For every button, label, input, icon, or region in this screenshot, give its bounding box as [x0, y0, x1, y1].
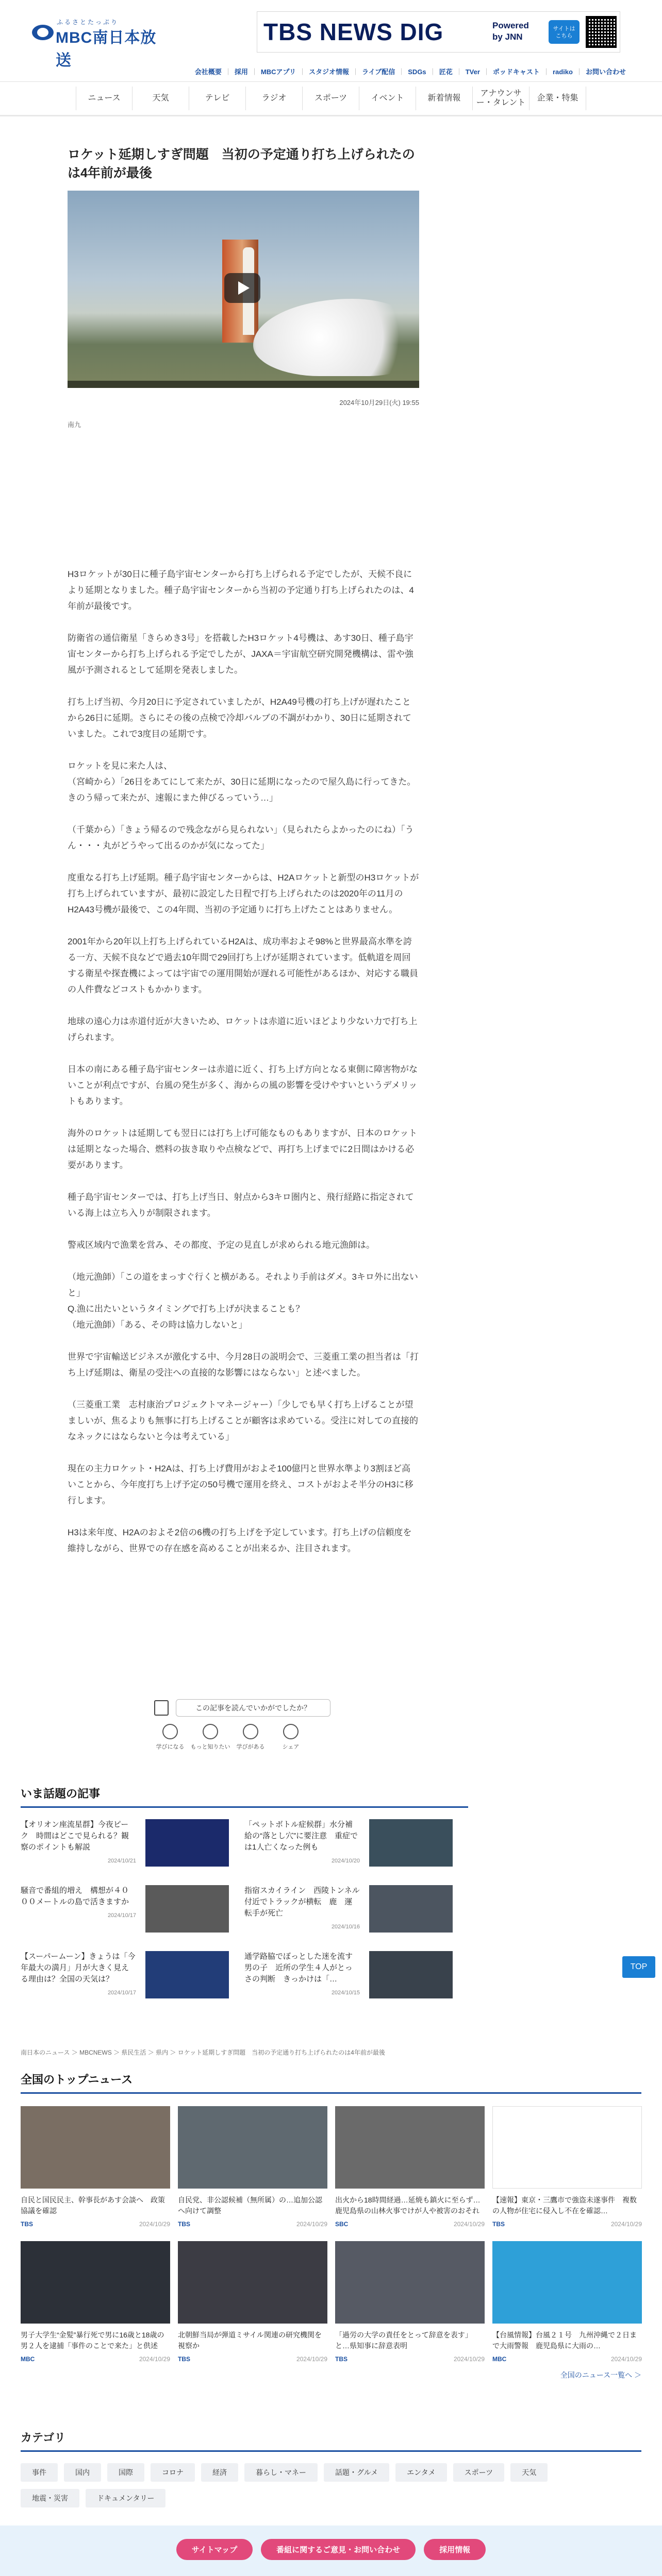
category-tag[interactable]: 天気 [510, 2463, 548, 2482]
news-source: TBS [335, 2355, 347, 2363]
news-source: TBS [178, 2221, 190, 2228]
reaction-button[interactable] [190, 1724, 230, 1751]
news-source: TBS [178, 2355, 190, 2363]
national-news-title: 【速報】東京・三鷹市で強盗未遂事件 複数の人物が住宅に侵入し不在を確認… [492, 2196, 637, 2215]
global-nav [0, 81, 662, 116]
news-date: 2024/10/29 [139, 2355, 170, 2363]
play-icon[interactable] [224, 273, 260, 303]
category-tag[interactable]: ドキュメンタリー [86, 2489, 166, 2507]
nav-tab[interactable]: スポーツ [303, 87, 359, 110]
category-tag[interactable]: スポーツ [453, 2463, 504, 2482]
category-section [21, 2429, 641, 2507]
utility-nav-link[interactable]: ｜ ライブ配信 [352, 66, 395, 76]
national-news-card[interactable] [335, 2106, 485, 2228]
category-tag[interactable]: 経済 [201, 2463, 238, 2482]
news-source: MBC [21, 2355, 35, 2363]
category-tag[interactable]: 話題・グルメ [324, 2463, 389, 2482]
trending-text [244, 1885, 364, 1937]
article-paragraph: （三菱重工業 志村康治プロジェクトマネージャー）「少しでも早く打ち上げることが望ましいが、焦るよりも無事に打ち上げることが顧客は求めている。受注に対しての直接的なネックにはならないと今は考えている」 [68, 1400, 418, 1442]
trending-thumbnail [369, 1951, 453, 1998]
utility-nav-link[interactable]: ｜ ポッドキャスト [483, 66, 540, 76]
utility-nav-link[interactable]: 会社概要 [194, 67, 222, 76]
article-paragraph: 2001年から20年以上打ち上げられているH2Aは、成功率およそ98%と世界最高水準を誇る一方、天候不良などで過去10年間で29回打ち上げが延期されています。低軌道を周回する衛星や探査機によっては宇宙での運用開始が遅れる可能性があるほか、対応する職員の人件費などコストもかかります。 [68, 937, 418, 994]
trending-text [21, 1819, 140, 1871]
trending-thumbnail [369, 1885, 453, 1933]
category-tag[interactable]: 事件 [21, 2463, 58, 2482]
article-paragraph: 現在の主力ロケット・H2Aは、打ち上げ費用がおよそ100億円と世界水準より3割ほど高いことから、今年度打ち上げ予定の50号機で運用を終え、コストがおよそ半分のH3に移行します。 [68, 1464, 413, 1505]
reaction-button[interactable] [150, 1724, 190, 1751]
reaction-button[interactable] [271, 1724, 311, 1751]
trending-date: 2024/10/16 [331, 1924, 360, 1930]
national-news-thumbnail [335, 2106, 485, 2189]
trending-title: 「ペットボトル症候群」水分補給の“落とし穴”に要注意 重症では1人亡くなった例も [244, 1820, 358, 1852]
national-news-card[interactable] [492, 2106, 642, 2228]
category-tag[interactable]: 地震・災害 [21, 2489, 79, 2507]
trending-thumbnail [145, 1885, 229, 1933]
utility-nav-link[interactable]: ｜ radiko [543, 66, 573, 76]
category-tag[interactable]: エンタメ [395, 2463, 446, 2482]
news-source: TBS [492, 2221, 505, 2228]
national-news-card[interactable] [178, 2241, 327, 2363]
nav-tab[interactable]: 企業・特集 [529, 87, 586, 110]
reaction-label: シェア [282, 1744, 300, 1750]
national-news-title: 自民と国民民主、幹事長があす会談へ 政策協議を確認 [21, 2196, 165, 2215]
reaction-button[interactable] [230, 1724, 271, 1751]
article-paragraph: H3ロケットが30日に種子島宇宙センターから打ち上げられる予定でしたが、天候不良により延期となりました。種子島宇宙センターから当初の予定通り打ち上げられたのは、4年前が最後です。 [68, 569, 414, 611]
national-news-title: 出火から18時間経過…延焼も鎮火に至らず…鹿児島県の山林火事でけが人や被害のおそれ [335, 2196, 481, 2215]
news-date: 2024/10/29 [453, 2221, 485, 2228]
trending-title: 通学路脇でぼっとした迷を流す男の子 近所の学生４人がとっさの判断 きっかけは「… [244, 1952, 353, 1984]
banner-cta[interactable]: サイトは こちら [549, 20, 580, 44]
trending-title: 【スーパームーン】きょうは「今年最大の満月」月が大きく見える理由は？全国の天気は？ [21, 1952, 136, 1984]
utility-nav-link[interactable]: ｜ スタジオ情報 [299, 66, 349, 76]
utility-nav-link[interactable]: ｜ 匠花 [429, 66, 453, 76]
trending-thumbnail [145, 1819, 229, 1867]
national-news-meta [492, 2221, 642, 2228]
utility-nav-link[interactable]: ｜ SDGs [398, 66, 426, 76]
nav-tab[interactable]: テレビ [189, 87, 246, 110]
national-news-thumbnail [335, 2241, 485, 2324]
national-news-card[interactable] [178, 2106, 327, 2228]
national-news-meta [21, 2221, 170, 2228]
nav-tab[interactable]: 新着情報 [416, 87, 473, 110]
footer-button[interactable]: 採用情報 [424, 2539, 486, 2560]
trending-title: 指宿スカイライン 西陵トンネル付近でトラックが横転 鹿 運転手が死亡 [244, 1886, 360, 1918]
reaction-question: この記事を読んでいかがでしたか？ [176, 1699, 330, 1717]
site-header [0, 0, 662, 69]
news-date: 2024/10/29 [610, 2221, 642, 2228]
national-news-meta [21, 2355, 170, 2363]
site-footer [0, 2526, 662, 2576]
article-video[interactable] [68, 191, 419, 388]
nav-tab[interactable]: アナウンサー・タレント [473, 87, 529, 110]
banner-powered: Powered by JNN [492, 21, 529, 42]
national-heading: 全国のトップニュース [21, 2071, 641, 2094]
reaction-panel [68, 1699, 419, 1756]
reaction-icon [162, 1724, 178, 1739]
logo-ruby: ふるさとたっぷり [57, 19, 119, 26]
article [68, 145, 419, 1572]
utility-nav-link[interactable]: ｜ 採用 [225, 66, 248, 76]
trending-item[interactable] [244, 1885, 468, 1937]
utility-nav-link[interactable]: ｜ お問い合わせ [576, 66, 626, 76]
national-news-card[interactable] [21, 2241, 170, 2363]
mbc-mark-icon [32, 25, 54, 40]
national-news-meta [335, 2355, 485, 2363]
article-paragraph: ロケットを見に来た人は、 （宮崎から）「26日をあてにして来たが、30日に延期になったので屋久島に行ってきた。きのう帰って来たが、速報にまた伸びるっていう…」 [68, 761, 416, 803]
article-date: 2024年10月29日(火) 19:55 [339, 399, 419, 406]
news-source: MBC [492, 2355, 507, 2363]
trending-title: 【オリオン座流星群】今夜ピーク 時間はどこで見られる？観察のポイントも解説 [21, 1820, 129, 1852]
national-news-title: 「過労の大学の責任をとって辞意を表す」と…県知事に辞意表明 [335, 2331, 472, 2350]
national-news-thumbnail [178, 2106, 327, 2189]
national-news-meta [492, 2355, 642, 2363]
category-tag[interactable]: コロナ [151, 2463, 195, 2482]
trending-item[interactable] [244, 1819, 468, 1871]
news-source: TBS [21, 2221, 33, 2228]
reaction-icon [203, 1724, 218, 1739]
utility-nav-link[interactable]: ｜ TVer [456, 66, 480, 76]
trending-section [21, 1785, 468, 2003]
qr-code-icon [586, 16, 617, 48]
national-more-link[interactable]: 全国のニュース一覧へ ＞ [560, 2371, 641, 2379]
trending-text [244, 1951, 364, 2003]
nav-tab[interactable]: 天気 [133, 87, 189, 110]
news-date: 2024/10/29 [296, 2355, 327, 2363]
nav-tab[interactable]: ラジオ [246, 87, 303, 110]
footer-button[interactable]: サイトマップ [176, 2539, 253, 2560]
national-news-card[interactable] [21, 2106, 170, 2228]
news-date: 2024/10/29 [453, 2355, 485, 2363]
news-date: 2024/10/29 [610, 2355, 642, 2363]
reaction-icon [243, 1724, 258, 1739]
category-tag[interactable]: 暮らし・マネー [244, 2463, 318, 2482]
tbs-news-dig-banner[interactable] [257, 11, 620, 53]
article-title: ロケット延期しすぎ問題 当初の予定通り打ち上げられたのは4年前が最後 [68, 147, 415, 180]
news-date: 2024/10/29 [296, 2221, 327, 2228]
news-source: SBC [335, 2221, 349, 2228]
national-news-thumbnail [492, 2241, 642, 2324]
trending-date: 2024/10/15 [331, 1990, 360, 1996]
article-paragraph: 地球の遠心力は赤道付近が大きいため、ロケットは赤道に近いほどより少ない力で打ち上げられます。 [68, 1016, 418, 1042]
national-news-title: 【台風情報】台風２１号 九州沖縄で２日まで大雨警報 鹿児島県に大雨の… [492, 2331, 637, 2350]
article-paragraph: 警戒区域内で漁業を営み、その都度、予定の見直しが求められる地元漁師は。 [68, 1240, 375, 1250]
reaction-label: もっと知りたい [190, 1744, 230, 1750]
article-paragraph: 世界で宇宙輸送ビジネスが激化する中、今月28日の説明会で、三菱重工業の担当者は「打ち上げ延期は、衛星の受注への直接的な影響にはならない」と述べました。 [68, 1352, 419, 1378]
national-news-meta [178, 2355, 327, 2363]
survey-icon [154, 1700, 169, 1716]
national-news-title: 男子大学生“金髪”暴行死で男に16歳と18歳の男２人を逮捕「事件のことで来た」と供述 [21, 2331, 164, 2350]
article-paragraph: H3は来年度、H2Aのおよそ2倍の6機の打ち上げを予定しています。打ち上げの信頼度を維持しながら、世界での存在感を高めることが出来るか、注目されます。 [68, 1528, 412, 1553]
article-paragraph: 度重なる打ち上げ延期。種子島宇宙センターからは、H2Aロケットと新型のH3ロケットが打ち上げられていますが、最初に設定した日程で打ち上げられたのは2020年の11月のH2A43号機が最後で、この4年間、当初の予定通りに打ち上げたことはありません。 [68, 873, 419, 914]
article-paragraph: 海外のロケットは延期しても翌日には打ち上げ可能なものもありますが、日本のロケットは延期となった場合、燃料の抜き取りや点検などで、再打ち上げまでに2日間はかける必要があります。 [68, 1128, 418, 1170]
back-to-top-button[interactable]: TOP [622, 1956, 655, 1978]
nav-tab[interactable]: ニュース [76, 87, 133, 110]
trending-text [21, 1885, 140, 1937]
national-news-title: 北朝鮮当局が弾道ミサイル関連の研究機関を視察か [178, 2331, 322, 2350]
trending-text [21, 1951, 140, 2003]
category-heading: カテゴリ [21, 2429, 641, 2452]
article-paragraph: （千葉から）「きょう帰るので残念ながら見られない」（見られたらよかったのにね）「うん・・・丸がどうやって出るのかが気になってた」 [68, 825, 414, 851]
national-news-thumbnail [492, 2106, 642, 2189]
site-logo[interactable] [32, 18, 166, 69]
national-news-card[interactable] [335, 2241, 485, 2363]
trending-title: 騒音で番組的増え 構想が４０００メートルの島で活きますか [21, 1886, 129, 1906]
trending-date: 2024/10/21 [107, 1858, 136, 1864]
nav-tab[interactable]: イベント [359, 87, 416, 110]
news-date: 2024/10/29 [139, 2221, 170, 2228]
trending-heading: いま話題の記事 [21, 1785, 468, 1808]
trending-thumbnail [145, 1951, 229, 1998]
national-news-title: 自民党、非公認候補（無所属）の…追加公認へ向けて調整 [178, 2196, 322, 2215]
reaction-label: 学びになる [156, 1744, 185, 1750]
national-news-thumbnail [21, 2106, 170, 2189]
national-news-thumbnail [21, 2241, 170, 2324]
trending-date: 2024/10/20 [331, 1858, 360, 1864]
trending-thumbnail [369, 1819, 453, 1867]
national-news-thumbnail [178, 2241, 327, 2324]
category-tag[interactable]: 国際 [107, 2463, 144, 2482]
breadcrumb[interactable]: 南日本のニュース ＞ MBCNEWS ＞ 県民生活 ＞ 県内 ＞ ロケット延期しすぎ問題 当初の予定通り打ち上げられたのは4年前が最後 [21, 2049, 385, 2056]
article-paragraph: 日本の南にある種子島宇宙センターは赤道に近く、打ち上げ方向となる東側に障害物がないことが利点ですが、台風の発生が多く、海からの風の影響を受けやすいというデメリットもあります。 [68, 1064, 418, 1106]
article-credit: 南九 [68, 421, 81, 429]
logo-text: MBC南日本放送 [56, 29, 157, 69]
video-control-bar[interactable] [68, 381, 419, 388]
utility-nav-link[interactable]: ｜ MBCアプリ [251, 66, 296, 76]
trending-date: 2024/10/17 [107, 1990, 136, 1996]
article-paragraph: （地元漁師）「この道をまっすぐ行くと横がある。それより手前はダメ。3キロ外に出ないと」 Q.漁に出たいというタイミングで打ち上げが決まることも？ （地元漁師）「ある、その時は協力しないと」 [68, 1272, 418, 1330]
article-paragraph: 種子島宇宙センターでは、打ち上げ当日、射点から3キロ圏内と、飛行経路に指定されている海上は立ち入りが制限されます。 [68, 1192, 414, 1218]
category-tag[interactable]: 国内 [64, 2463, 101, 2482]
national-news-card[interactable] [492, 2241, 642, 2363]
reaction-icon [283, 1724, 299, 1739]
trending-date: 2024/10/17 [107, 1912, 136, 1919]
exhaust-smoke [253, 299, 418, 376]
trending-item[interactable] [244, 1951, 468, 2003]
banner-title: TBS NEWS DIG [263, 19, 444, 45]
trending-item[interactable] [21, 1819, 244, 1871]
reaction-label: 学びがある [236, 1744, 265, 1750]
article-paragraph: 打ち上げ当初、今月20日に予定されていましたが、H2A49号機の打ち上げが遅れたことから26日に延期。さらにその後の点検で冷却バルブの不調がわかり、30日に延期されていました。これで3度目の延期です。 [68, 697, 411, 739]
national-news-meta [178, 2221, 327, 2228]
footer-button[interactable]: 番組に関するご意見・お問い合わせ [261, 2539, 416, 2560]
trending-item[interactable] [21, 1951, 244, 2003]
trending-text [244, 1819, 364, 1871]
article-body [68, 566, 419, 1556]
article-paragraph: 防衛省の通信衛星「きらめき3号」を搭載したH3ロケット4号機は、あす30日、種子島宇宙センターから打ち上げられる予定でしたが、JAXA＝宇宙航空研究開発機構は、雷や強風が予測されるとして延期を発表しました。 [68, 633, 413, 675]
national-news-meta [335, 2221, 485, 2228]
trending-item[interactable] [21, 1885, 244, 1937]
national-news-section [21, 2071, 641, 2380]
